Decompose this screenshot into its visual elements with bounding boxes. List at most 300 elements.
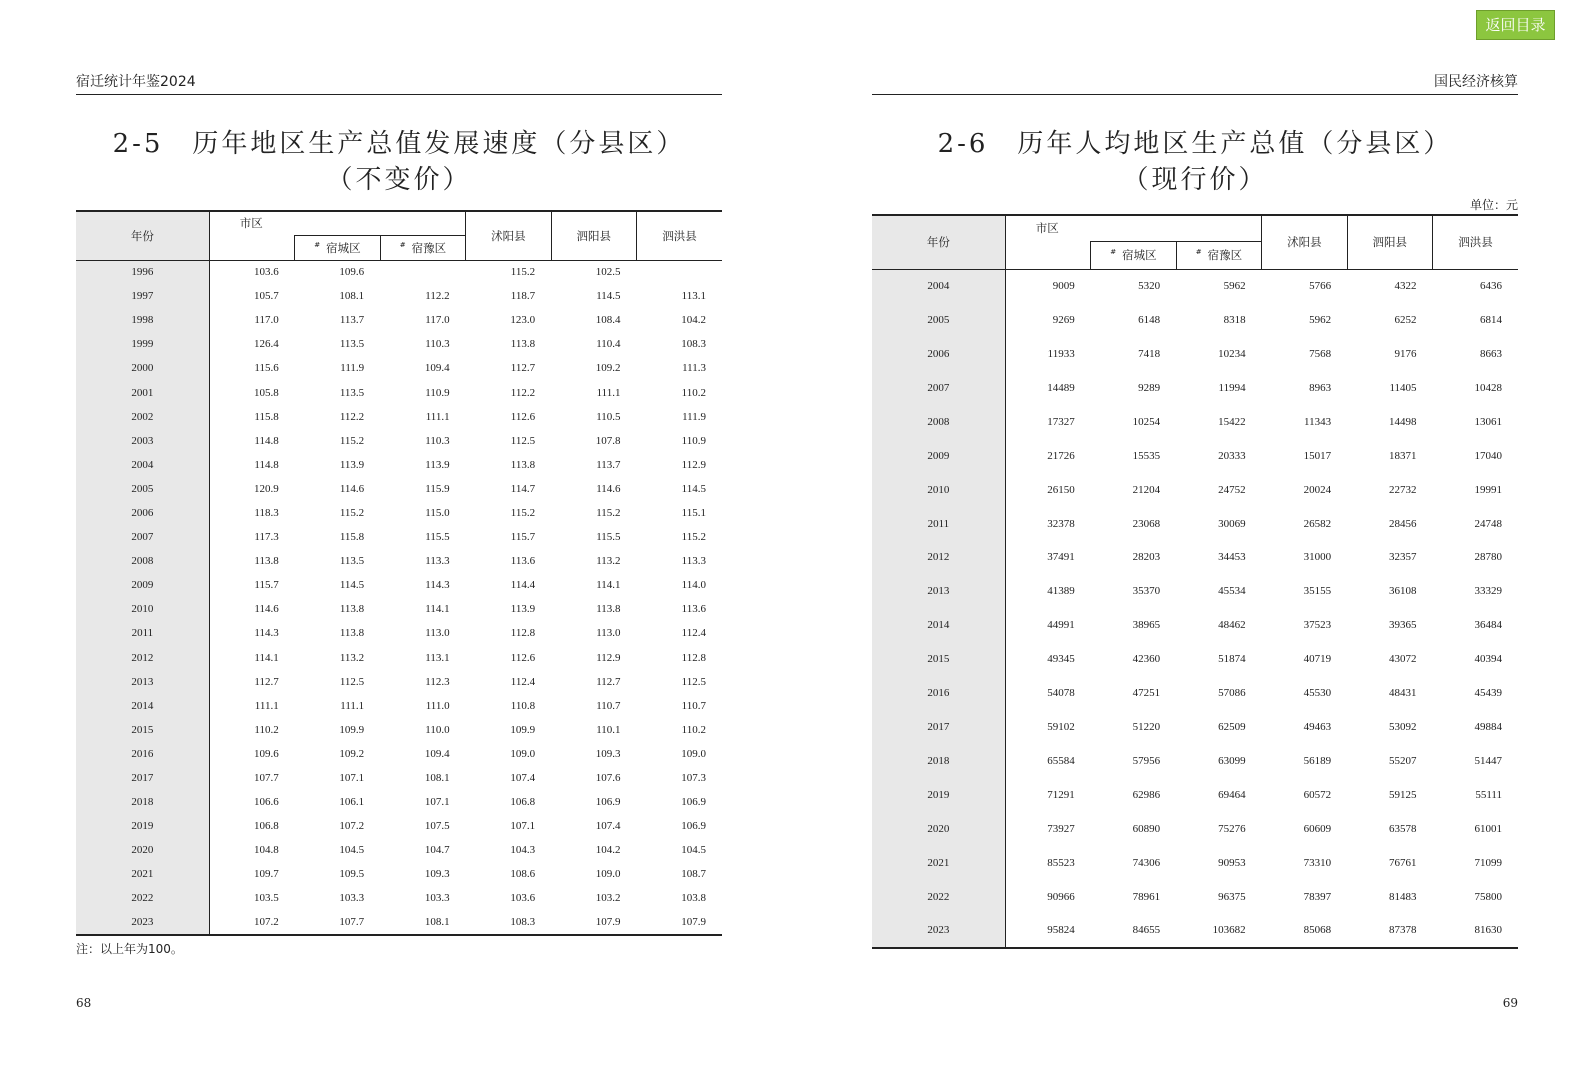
value-cell: 113.2 <box>339 651 365 664</box>
value-cell: 114.7 <box>510 482 536 495</box>
value-cell: 112.6 <box>510 410 536 423</box>
value-cell: 105.8 <box>253 386 279 399</box>
table-row <box>76 260 722 284</box>
value-cell: 59125 <box>1389 789 1417 802</box>
value-cell: 56189 <box>1303 755 1332 768</box>
year-cell: 2016 <box>872 676 1005 710</box>
value-cell: 115.7 <box>254 579 279 592</box>
header-siyang: 泗阳县 <box>551 211 636 260</box>
table-row <box>872 541 1518 575</box>
year-cell: 2004 <box>76 453 209 477</box>
table-row <box>872 778 1518 812</box>
value-cell: 111.0 <box>425 699 450 712</box>
table-row <box>76 308 722 332</box>
year-cell: 2022 <box>76 886 209 910</box>
value-cell: 115.2 <box>339 434 365 447</box>
year-cell: 2014 <box>872 608 1005 642</box>
header-sucheng: # 宿城区 <box>295 235 380 260</box>
value-cell <box>637 260 722 284</box>
value-cell: 108.4 <box>595 314 621 327</box>
header-suyu: # 宿豫区 <box>1176 241 1261 269</box>
value-cell: 18371 <box>1389 449 1417 462</box>
value-cell: 48431 <box>1389 687 1417 700</box>
table-row <box>872 642 1518 676</box>
value-cell: 115.2 <box>339 506 365 519</box>
back-to-contents-button[interactable]: 返回目录 <box>1476 10 1555 40</box>
value-cell: 111.1 <box>425 410 450 423</box>
table-row <box>872 371 1518 405</box>
value-cell: 60572 <box>1303 789 1332 802</box>
table-row <box>76 332 722 356</box>
value-cell: 26150 <box>1047 483 1075 496</box>
value-cell: 40719 <box>1303 653 1332 666</box>
value-cell: 21204 <box>1132 483 1161 496</box>
value-cell: 7568 <box>1309 347 1332 360</box>
year-cell: 2002 <box>76 405 209 429</box>
value-cell: 114.6 <box>339 482 365 495</box>
value-cell: 113.7 <box>596 458 621 471</box>
table-note: 注：以上年为100。 <box>76 942 183 956</box>
value-cell: 107.1 <box>424 796 450 809</box>
value-cell: 38965 <box>1132 619 1161 632</box>
year-cell: 2018 <box>76 790 209 814</box>
value-cell: 111.3 <box>682 362 706 375</box>
year-cell: 2004 <box>872 269 1005 303</box>
value-cell: 110.7 <box>596 699 621 712</box>
value-cell: 110.1 <box>596 723 621 736</box>
value-cell: 108.3 <box>510 916 536 929</box>
value-cell: 109.0 <box>510 747 536 760</box>
value-cell: 90966 <box>1047 890 1075 903</box>
value-cell: 8663 <box>1480 347 1502 360</box>
value-cell: 113.1 <box>681 290 706 303</box>
value-cell: 51447 <box>1474 755 1502 768</box>
value-cell: 107.7 <box>253 772 279 785</box>
table-row <box>872 473 1518 507</box>
value-cell: 107.2 <box>253 916 279 929</box>
value-cell: 106.8 <box>510 796 536 809</box>
table-row <box>76 790 722 814</box>
value-cell: 9269 <box>1052 313 1075 326</box>
value-cell: 36484 <box>1474 619 1502 632</box>
year-cell: 2011 <box>872 507 1005 541</box>
table-row <box>76 525 722 549</box>
value-cell: 78397 <box>1303 890 1332 903</box>
value-cell: 103.6 <box>510 892 536 905</box>
year-cell: 2015 <box>872 642 1005 676</box>
value-cell: 117.3 <box>254 531 279 544</box>
table-row <box>76 549 722 573</box>
value-cell: 112.5 <box>339 675 365 688</box>
value-cell: 107.4 <box>595 820 621 833</box>
year-cell: 2023 <box>872 914 1005 948</box>
value-cell: 45439 <box>1474 687 1502 700</box>
value-cell: 114.8 <box>254 434 279 447</box>
value-cell: 109.0 <box>681 747 706 760</box>
value-cell: 115.7 <box>510 531 536 544</box>
table-row <box>76 453 722 477</box>
table-row <box>76 766 722 790</box>
table-row <box>872 846 1518 880</box>
value-cell: 103682 <box>1212 924 1246 937</box>
table-row <box>76 911 722 935</box>
value-cell: 104.2 <box>595 844 621 857</box>
year-cell: 1996 <box>76 260 209 284</box>
running-head-left <box>76 74 722 95</box>
value-cell: 114.4 <box>510 579 536 592</box>
value-cell: 22732 <box>1389 483 1417 496</box>
year-cell: 2016 <box>76 742 209 766</box>
header-sihong: 泗洪县 <box>1458 235 1493 250</box>
value-cell: 113.3 <box>681 555 706 568</box>
value-cell: 106.9 <box>595 796 621 809</box>
value-cell: 109.3 <box>424 868 450 881</box>
value-cell: 107.8 <box>595 434 621 447</box>
table-row <box>76 429 722 453</box>
value-cell: 118.7 <box>510 290 536 303</box>
value-cell: 11343 <box>1303 415 1332 428</box>
value-cell: 113.3 <box>425 555 450 568</box>
value-cell: 55111 <box>1475 789 1502 802</box>
value-cell: 28780 <box>1474 551 1502 564</box>
value-cell: 112.5 <box>510 434 536 447</box>
table-row <box>76 694 722 718</box>
year-cell: 2003 <box>76 429 209 453</box>
value-cell: 113.8 <box>510 458 536 471</box>
value-cell: 48462 <box>1218 619 1246 632</box>
value-cell: 117.0 <box>254 314 279 327</box>
value-cell: 107.6 <box>595 772 621 785</box>
value-cell: 105.7 <box>253 290 279 303</box>
value-cell: 114.1 <box>596 579 621 592</box>
value-cell: 8318 <box>1223 313 1246 326</box>
value-cell: 44991 <box>1047 619 1075 632</box>
value-cell: 107.5 <box>424 820 450 833</box>
table-row <box>872 269 1518 303</box>
value-cell: 36108 <box>1389 585 1417 598</box>
year-cell: 2005 <box>872 303 1005 337</box>
value-cell: 113.8 <box>339 603 365 616</box>
table-row <box>76 718 722 742</box>
table-row <box>872 744 1518 778</box>
value-cell: 109.0 <box>595 868 621 881</box>
table-title: 2-6 历年人均地区生产总值（分县区） <box>937 129 1453 159</box>
value-cell: 115.2 <box>510 506 536 519</box>
value-cell: 37491 <box>1047 551 1075 564</box>
year-cell: 2020 <box>872 812 1005 846</box>
value-cell: 51220 <box>1132 721 1161 734</box>
table-row <box>872 405 1518 439</box>
value-cell: 111.9 <box>682 410 706 423</box>
value-cell: 107.1 <box>510 820 536 833</box>
value-cell: 113.5 <box>339 555 365 568</box>
value-cell: 107.9 <box>681 916 706 929</box>
value-cell: 6252 <box>1394 313 1417 326</box>
value-cell: 115.6 <box>254 362 279 375</box>
value-cell: 113.8 <box>510 338 536 351</box>
value-cell: 76761 <box>1389 856 1417 869</box>
value-cell: 112.2 <box>339 410 365 423</box>
value-cell: 115.2 <box>510 266 536 279</box>
table-subtitle: （不变价） <box>326 165 472 195</box>
year-cell: 2008 <box>76 549 209 573</box>
table-row <box>76 862 722 886</box>
value-cell: 35370 <box>1132 585 1161 598</box>
value-cell: 6814 <box>1480 313 1502 326</box>
value-cell: 107.7 <box>339 916 365 929</box>
table-row <box>872 880 1518 914</box>
value-cell: 111.1 <box>254 699 279 712</box>
value-cell: 110.2 <box>681 723 706 736</box>
year-cell: 2017 <box>872 710 1005 744</box>
table-row <box>872 574 1518 608</box>
value-cell: 112.8 <box>510 627 536 640</box>
value-cell: 10428 <box>1474 381 1502 394</box>
value-cell: 11994 <box>1218 381 1246 394</box>
value-cell: 107.2 <box>339 820 365 833</box>
table-row <box>76 670 722 694</box>
value-cell: 110.5 <box>596 410 621 423</box>
value-cell: 78961 <box>1132 890 1161 903</box>
value-cell: 115.5 <box>425 531 450 544</box>
value-cell: 112.5 <box>681 675 706 688</box>
value-cell: 111.1 <box>340 699 365 712</box>
value-cell: 32378 <box>1047 517 1075 530</box>
value-cell: 111.1 <box>596 386 621 399</box>
value-cell: 62986 <box>1132 789 1161 802</box>
header-sihong: 泗洪县 <box>662 228 697 243</box>
value-cell: 60609 <box>1303 822 1332 835</box>
value-cell: 21726 <box>1047 449 1075 462</box>
value-cell: 75276 <box>1218 822 1246 835</box>
value-cell: 110.0 <box>425 723 450 736</box>
year-cell: 2009 <box>872 439 1005 473</box>
value-cell: 126.4 <box>253 338 279 351</box>
value-cell: 113.8 <box>596 603 621 616</box>
value-cell: 4322 <box>1394 280 1417 293</box>
value-cell: 112.3 <box>425 675 450 688</box>
value-cell: 71099 <box>1474 856 1502 869</box>
value-cell: 113.2 <box>596 555 621 568</box>
table-row <box>76 405 722 429</box>
value-cell: 47251 <box>1132 687 1161 700</box>
year-cell: 2006 <box>872 337 1005 371</box>
value-cell: 104.2 <box>681 314 706 327</box>
value-cell: 104.5 <box>339 844 365 857</box>
value-cell: 8963 <box>1309 381 1332 394</box>
value-cell: 115.8 <box>339 531 365 544</box>
value-cell <box>380 260 465 284</box>
running-head-right <box>872 74 1518 95</box>
value-cell: 42360 <box>1132 653 1161 666</box>
value-cell: 112.9 <box>681 458 706 471</box>
value-cell: 102.5 <box>595 266 621 279</box>
value-cell: 6436 <box>1480 280 1502 293</box>
value-cell: 113.5 <box>339 338 365 351</box>
year-cell: 1998 <box>76 308 209 332</box>
value-cell: 41389 <box>1047 585 1075 598</box>
table-row <box>872 608 1518 642</box>
table-row <box>76 284 722 308</box>
value-cell: 113.8 <box>339 627 365 640</box>
value-cell: 110.8 <box>510 699 536 712</box>
value-cell: 123.0 <box>510 314 536 327</box>
year-cell: 2012 <box>872 541 1005 575</box>
value-cell: 55207 <box>1389 755 1417 768</box>
value-cell: 106.8 <box>253 820 279 833</box>
value-cell: 112.4 <box>681 627 706 640</box>
table-row <box>872 812 1518 846</box>
year-cell: 2001 <box>76 380 209 404</box>
year-cell: 2017 <box>76 766 209 790</box>
per-capita-gdp-table <box>872 214 1518 949</box>
value-cell: 115.2 <box>681 531 706 544</box>
table-row <box>76 356 722 380</box>
value-cell: 96375 <box>1218 890 1246 903</box>
value-cell: 115.9 <box>425 482 450 495</box>
year-cell: 1999 <box>76 332 209 356</box>
yearbook-title: 宿迁统计年鉴2024 <box>76 74 196 90</box>
value-cell: 113.1 <box>425 651 450 664</box>
year-cell: 2014 <box>76 694 209 718</box>
table-row <box>76 621 722 645</box>
value-cell: 110.2 <box>254 723 279 736</box>
value-cell: 106.9 <box>681 796 706 809</box>
value-cell: 112.8 <box>681 651 706 664</box>
year-cell: 2019 <box>872 778 1005 812</box>
table-row <box>76 573 722 597</box>
value-cell: 103.3 <box>339 892 365 905</box>
table-subtitle: （现行价） <box>1122 165 1268 195</box>
value-cell: 5962 <box>1309 313 1332 326</box>
value-cell: 75800 <box>1474 890 1502 903</box>
value-cell: 87378 <box>1389 924 1417 937</box>
value-cell: 108.1 <box>339 290 365 303</box>
value-cell: 113.6 <box>681 603 706 616</box>
value-cell: 37523 <box>1303 619 1332 632</box>
year-cell: 2010 <box>76 597 209 621</box>
value-cell: 49345 <box>1047 653 1075 666</box>
value-cell: 113.9 <box>510 603 536 616</box>
year-cell: 2015 <box>76 718 209 742</box>
value-cell: 112.7 <box>254 675 279 688</box>
value-cell: 114.6 <box>254 603 279 616</box>
value-cell: 15535 <box>1132 449 1161 462</box>
value-cell: 114.3 <box>254 627 279 640</box>
year-cell: 2012 <box>76 646 209 670</box>
value-cell: 112.7 <box>596 675 621 688</box>
value-cell: 104.7 <box>424 844 450 857</box>
value-cell: 107.9 <box>595 916 621 929</box>
value-cell: 49884 <box>1474 721 1502 734</box>
value-cell: 108.6 <box>510 868 536 881</box>
value-cell: 114.1 <box>425 603 450 616</box>
value-cell: 112.9 <box>596 651 621 664</box>
value-cell: 109.7 <box>253 868 279 881</box>
value-cell: 9176 <box>1394 347 1417 360</box>
value-cell: 112.7 <box>510 362 536 375</box>
value-cell: 14489 <box>1047 381 1075 394</box>
value-cell: 34453 <box>1218 551 1246 564</box>
value-cell: 73310 <box>1303 856 1332 869</box>
value-cell: 9289 <box>1138 381 1161 394</box>
value-cell: 109.4 <box>424 362 450 375</box>
value-cell: 53092 <box>1389 721 1417 734</box>
value-cell: 73927 <box>1047 822 1075 835</box>
value-cell: 9009 <box>1052 280 1075 293</box>
year-cell: 2021 <box>76 862 209 886</box>
value-cell: 114.5 <box>339 579 365 592</box>
value-cell: 113.9 <box>339 458 365 471</box>
header-city: 市区 <box>209 211 465 235</box>
value-cell: 114.3 <box>425 579 450 592</box>
year-cell: 2018 <box>872 744 1005 778</box>
value-cell: 108.1 <box>424 916 450 929</box>
left-page <box>76 0 722 1077</box>
value-cell: 113.9 <box>425 458 450 471</box>
value-cell: 109.2 <box>339 747 365 760</box>
value-cell: 84655 <box>1132 924 1161 937</box>
table-row <box>76 838 722 862</box>
year-cell: 2011 <box>76 621 209 645</box>
value-cell: 103.2 <box>595 892 621 905</box>
year-cell: 2007 <box>76 525 209 549</box>
year-cell: 2013 <box>76 670 209 694</box>
value-cell: 113.8 <box>254 555 279 568</box>
value-cell: 107.4 <box>510 772 536 785</box>
value-cell: 112.4 <box>510 675 536 688</box>
value-cell: 109.9 <box>510 723 536 736</box>
value-cell: 107.3 <box>681 772 706 785</box>
value-cell: 5320 <box>1138 280 1161 293</box>
value-cell: 74306 <box>1132 856 1161 869</box>
year-cell: 2005 <box>76 477 209 501</box>
table-row <box>76 597 722 621</box>
value-cell: 13061 <box>1474 415 1502 428</box>
value-cell: 24748 <box>1474 517 1502 530</box>
header-year: 年份 <box>872 215 1005 269</box>
value-cell: 110.9 <box>425 386 450 399</box>
value-cell: 115.0 <box>425 506 450 519</box>
value-cell: 81483 <box>1389 890 1417 903</box>
table-row <box>76 380 722 404</box>
year-cell: 2022 <box>872 880 1005 914</box>
table-row <box>76 646 722 670</box>
value-cell: 114.6 <box>596 482 621 495</box>
chapter-title: 国民经济核算 <box>1434 74 1518 90</box>
year-cell: 2021 <box>872 846 1005 880</box>
value-cell: 81630 <box>1474 924 1502 937</box>
year-cell: 2020 <box>76 838 209 862</box>
value-cell: 112.6 <box>510 651 536 664</box>
page-number: 68 <box>76 996 92 1010</box>
value-cell: 45530 <box>1303 687 1332 700</box>
value-cell: 106.1 <box>339 796 365 809</box>
value-cell: 108.7 <box>681 868 706 881</box>
value-cell: 95824 <box>1047 924 1075 937</box>
value-cell: 32357 <box>1389 551 1417 564</box>
value-cell: 15017 <box>1303 449 1332 462</box>
header-sucheng: # 宿城区 <box>1091 241 1176 269</box>
value-cell: 35155 <box>1303 585 1332 598</box>
value-cell: 114.1 <box>254 651 279 664</box>
year-cell: 2000 <box>76 356 209 380</box>
value-cell: 5766 <box>1309 280 1332 293</box>
value-cell: 26582 <box>1303 517 1332 530</box>
value-cell: 15422 <box>1218 415 1246 428</box>
value-cell: 109.5 <box>339 868 365 881</box>
value-cell: 24752 <box>1218 483 1246 496</box>
